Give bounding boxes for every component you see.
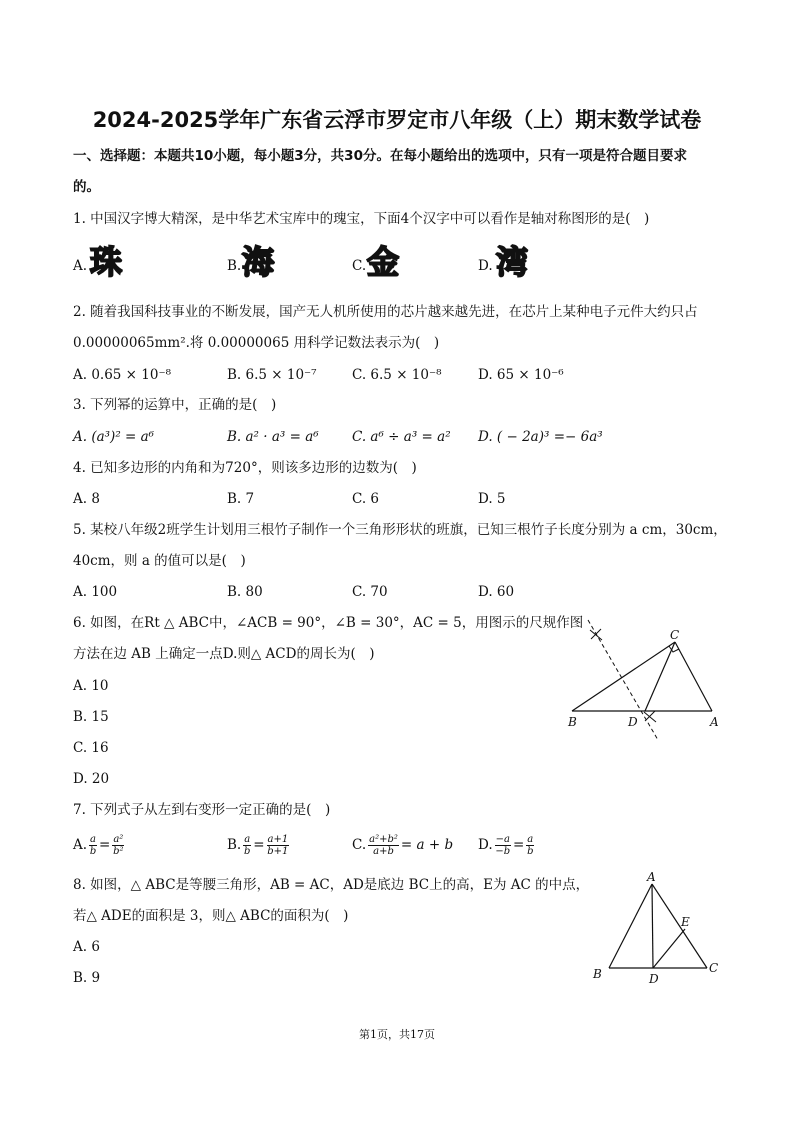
q7-d-label: D.	[478, 837, 493, 853]
q7-a-lhs-den: b	[89, 846, 97, 857]
q8-stem-line1: 8. 如图，△ ABC是等腰三角形，AB = AC，AD是底边 BC上的高，E为 AC 的中点，	[73, 877, 590, 893]
q7-c-eq: = a + b	[400, 837, 454, 853]
q7-d-lhs-num: −a	[495, 834, 510, 845]
q6-option-a: A. 10	[73, 678, 109, 694]
q6-figure	[560, 612, 730, 742]
q2-option-c: C. 6.5 × 10⁻⁸	[352, 367, 442, 383]
q7-b-lhs	[243, 834, 251, 857]
q4-option-a: A. 8	[73, 491, 100, 507]
q5-option-a: A. 100	[73, 584, 118, 600]
q6-label-b: B	[568, 715, 577, 729]
q1-option-a-glyph: 珠	[90, 243, 123, 281]
q3-stem: 3. 下列幂的运算中，正确的是( )	[73, 397, 277, 413]
q1-option-a-label: A.	[73, 258, 88, 274]
q4-option-c: C. 6	[352, 491, 380, 507]
q8-label-c: C	[709, 961, 719, 975]
q7-c-label: C.	[352, 837, 367, 853]
q2-option-a: A. 0.65 × 10⁻⁸	[73, 367, 172, 383]
q7-b-lhs-den: b	[244, 846, 251, 857]
q7-a-rhs-num: a²	[113, 834, 124, 845]
q6-option-b: B. 15	[73, 709, 109, 725]
q7-a-rhs-den: b²	[113, 846, 124, 857]
q8-segment-de	[653, 929, 685, 968]
q7-a-label: A.	[73, 837, 88, 853]
section-heading-line2: 的。	[73, 179, 100, 195]
q7-c-lhs-den: a+b	[373, 846, 394, 857]
q6-perpendicular-bisector	[588, 620, 658, 740]
q7-option-a	[73, 834, 126, 857]
q6-label-a: A	[710, 715, 719, 729]
q6-arc-mark-top	[590, 629, 602, 640]
q8-side-ab	[609, 884, 652, 968]
q6-option-d: D. 20	[73, 771, 110, 787]
q8-altitude-ad	[652, 884, 653, 968]
q8-label-d: D	[649, 972, 659, 986]
q8-option-b: B. 9	[73, 970, 101, 986]
q4-option-d: D. 5	[478, 491, 506, 507]
q7-stem: 7. 下列式子从左到右变形一定正确的是( )	[73, 802, 331, 818]
q7-b-rhs-num: a+1	[267, 834, 289, 845]
q7-a-lhs-num: a	[90, 834, 97, 845]
q5-option-c: C. 70	[352, 584, 388, 600]
q6-stem-line2: 方法在边 AB 上确定一点D.则△ ACD的周长为( )	[73, 646, 375, 662]
q7-b-lhs-num: a	[244, 834, 251, 845]
q3-option-b: B. a² · a³ = a⁶	[227, 429, 319, 445]
q7-d-eq: =	[512, 837, 525, 853]
q7-b-label: B.	[227, 837, 242, 853]
q6-stem-line1: 6. 如图，在Rt △ ABC中，∠ACB = 90°，∠B = 30°，AC = 5，用图示的尺规作图	[73, 615, 584, 631]
q5-option-d: D. 60	[478, 584, 515, 600]
q7-a-rhs	[112, 834, 124, 857]
q1-stem: 1. 中国汉字博大精深，是中华艺术宝库中的瑰宝，下面4个汉字中可以看作是轴对称图形的是( )	[73, 211, 650, 227]
section-heading-line1: 一、选择题：本题共10小题，每小题3分，共30分。在每小题给出的选项中，只有一项是符合题目要求	[73, 148, 687, 164]
q7-d-rhs-num: a	[527, 834, 534, 845]
q2-option-d: D. 65 × 10⁻⁶	[478, 367, 564, 383]
q6-option-c: C. 16	[73, 740, 109, 756]
q7-d-rhs	[526, 834, 534, 857]
q7-d-lhs-den: −b	[495, 846, 511, 857]
q4-stem: 4. 已知多边形的内角和为720°，则该多边形的边数为( )	[73, 460, 417, 476]
q5-stem-line2: 40cm，则 a 的值可以是( )	[73, 553, 246, 569]
q6-arc-mark-bottom	[644, 711, 656, 722]
q3-option-d: D. ( − 2a)³ =− 6a³	[478, 429, 603, 445]
q8-stem-line2: 若△ ADE的面积是 3，则△ ABC的面积为( )	[73, 908, 349, 924]
q7-a-lhs	[89, 834, 97, 857]
q2-option-b: B. 6.5 × 10⁻⁷	[227, 367, 317, 383]
q1-option-c-label: C.	[352, 258, 367, 274]
q4-option-b: B. 7	[227, 491, 255, 507]
q7-option-d	[478, 834, 536, 857]
q6-side-ca	[675, 642, 712, 711]
q3-option-a: A. (a³)² = a⁶	[73, 429, 155, 445]
q6-label-c: C	[670, 628, 680, 642]
q7-b-eq: =	[253, 837, 265, 853]
q8-label-a: A	[647, 870, 656, 884]
q5-stem-line1: 5. 某校八年级2班学生计划用三根竹子制作一个三角形形状的班旗，已知三根竹子长度分别为 a cm，30cm，	[73, 522, 727, 538]
page-title: 2024-2025学年广东省云浮市罗定市八年级（上）期末数学试卷	[92, 108, 702, 132]
q1-option-d-glyph: 湾	[496, 243, 529, 281]
q7-d-rhs-den: b	[527, 846, 534, 857]
q7-c-lhs	[368, 834, 399, 857]
q1-option-d-label: D.	[478, 258, 493, 274]
q8-figure	[585, 870, 725, 988]
q5-option-b: B. 80	[227, 584, 263, 600]
q8-option-a: A. 6	[73, 939, 100, 955]
page-footer: 第1页，共17页	[359, 1028, 435, 1041]
q7-b-rhs-den: b+1	[267, 846, 289, 857]
q8-label-b: B	[593, 967, 602, 981]
q7-c-lhs-num: a²+b²	[369, 834, 398, 845]
q7-a-eq: =	[99, 837, 111, 853]
q8-side-ac	[652, 884, 707, 968]
q1-option-c-glyph: 金	[367, 243, 400, 281]
q1-option-b-label: B.	[227, 258, 242, 274]
q3-option-c: C. a⁶ ÷ a³ = a²	[352, 429, 451, 445]
q2-stem-line2: 0.00000065mm².将 0.00000065 用科学记数法表示为( )	[73, 335, 440, 351]
q7-b-rhs	[267, 834, 290, 857]
q8-label-e: E	[681, 915, 690, 929]
q7-d-lhs	[495, 834, 511, 857]
q6-label-d: D	[628, 715, 638, 729]
q7-option-c	[352, 834, 453, 857]
q1-option-b-glyph: 海	[242, 243, 275, 281]
q2-stem-line1: 2. 随着我国科技事业的不断发展，国产无人机所使用的芯片越来越先进，在芯片上某种电子元件大约只占	[73, 304, 698, 320]
q7-option-b	[227, 834, 291, 857]
